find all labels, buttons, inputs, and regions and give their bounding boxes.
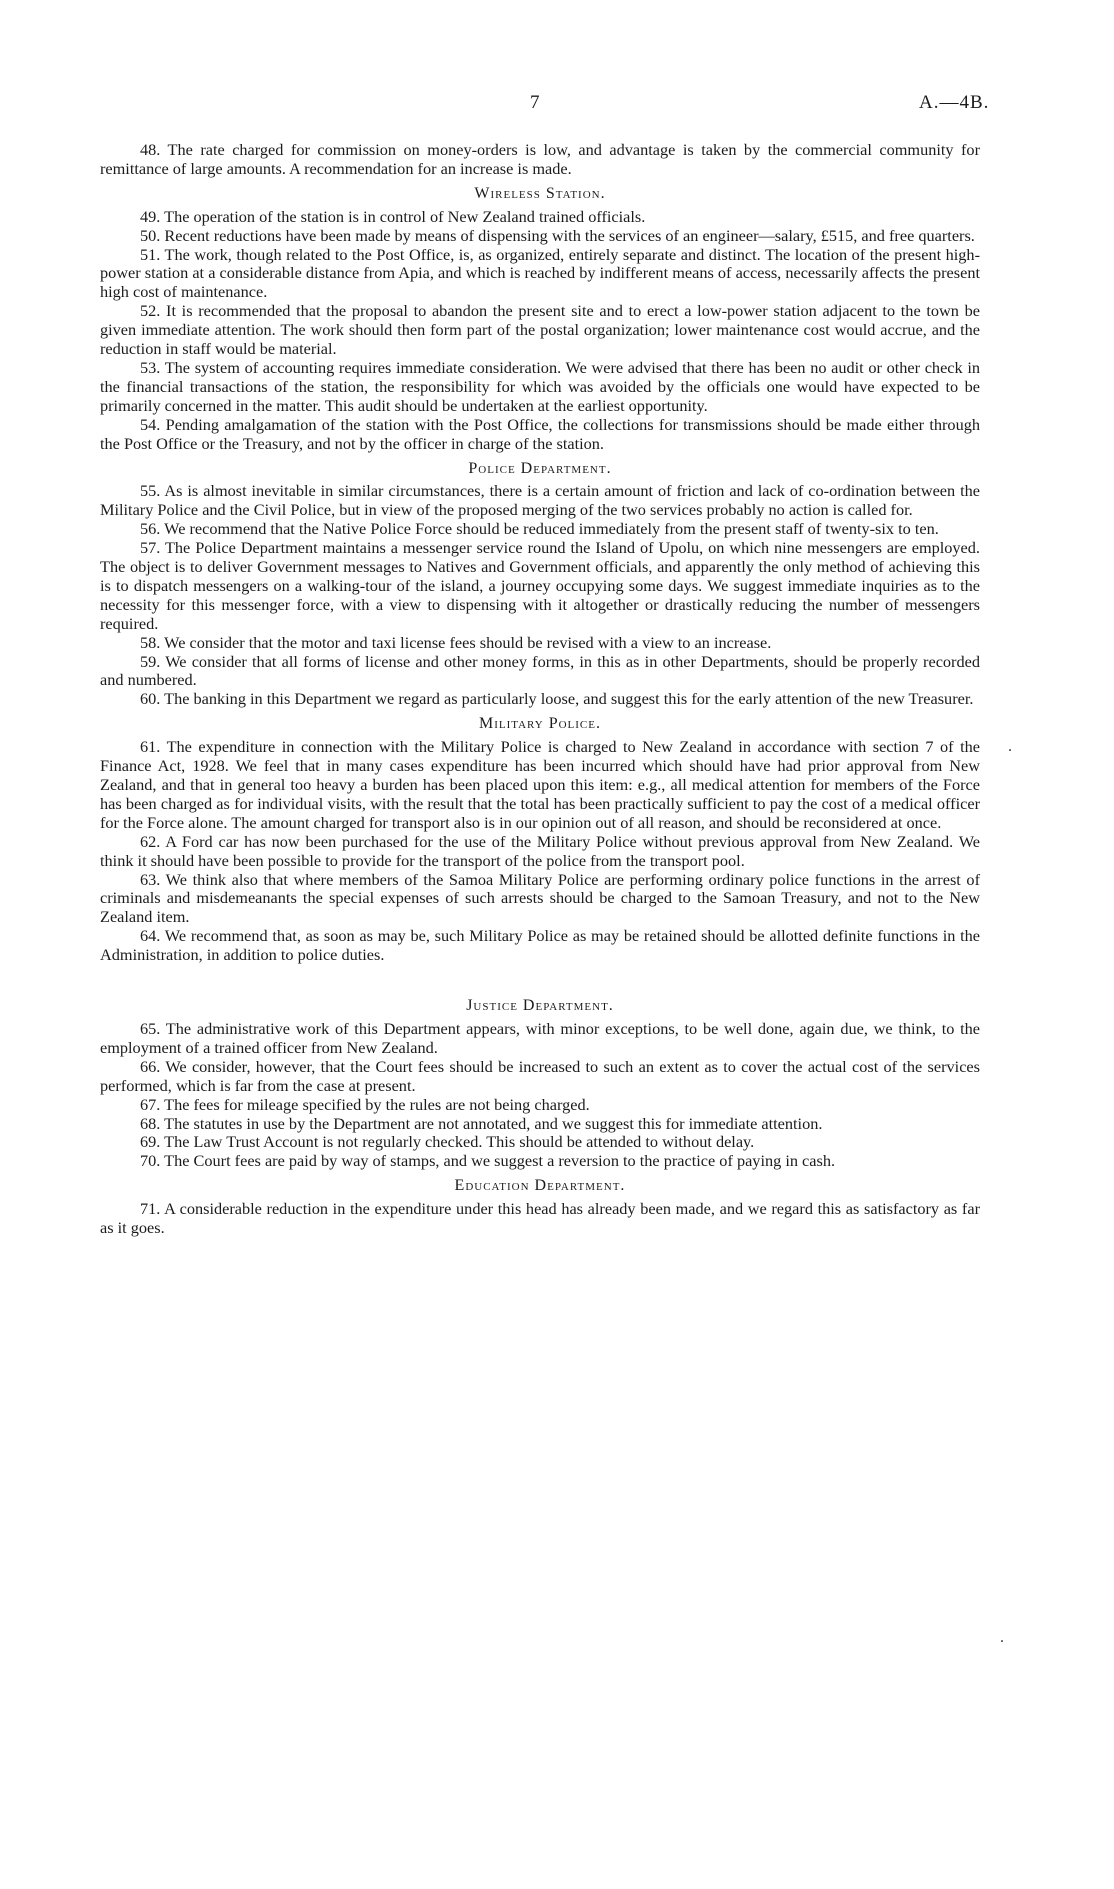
section-spacer	[100, 965, 980, 991]
paragraph-65: 65. The administrative work of this Department appears, with minor exceptions, to be well done, again due, we think, to the employment of a trained officer from New Zealand.	[100, 1018, 980, 1057]
paragraph-59: 59. We consider that all forms of license and other money forms, in this as in other Departments, should be properly recorded and numbered.	[100, 651, 980, 690]
paragraph-63: 63. We think also that where members of the Samoa Military Police are performing ordinary police functions in the arrest of criminals and misdemeanants the special expenses of such arrests should be charged to the Samoan Treasury, and not to the New Zealand item.	[100, 869, 980, 927]
paragraph-56: 56. We recommend that the Native Police Force should be reduced immediately from the present staff of twenty-six to ten.	[140, 519, 939, 539]
paragraph-69: 69. The Law Trust Account is not regularly checked. This should be attended to without delay.	[140, 1132, 755, 1152]
margin-mark: .	[1000, 1629, 1004, 1646]
paragraph-62: 62. A Ford car has now been purchased for the use of the Military Police without previous approval from New Zealand. We think it should have been possible to provide for the transport of the police from the transport pool.	[100, 831, 980, 870]
margin-mark: .	[1008, 738, 1012, 755]
paragraph-66: 66. We consider, however, that the Court fees should be increased to such an extent as to cover the actual cost of the services performed, which is far from the case at present.	[100, 1056, 980, 1095]
paragraph-71: 71. A considerable reduction in the expenditure under this head has already been made, and we regard this as satisfactory as far as it goes.	[100, 1199, 980, 1238]
paragraph-58: 58. We consider that the motor and taxi license fees should be revised with a view to an increase.	[140, 632, 772, 652]
paragraph-68: 68. The statutes in use by the Department are not annotated, and we suggest this for immediate attention.	[140, 1113, 823, 1133]
paragraph-64: 64. We recommend that, as soon as may be, such Military Police as may be retained should be allotted definite functions in the Administration, in addition to police duties.	[100, 926, 980, 965]
section-heading-police-department: Police Department.	[468, 459, 612, 477]
paragraph-55: 55. As is almost inevitable in similar circumstances, there is a certain amount of friction and lack of co-ordination between the Military Police and the Civil Police, but in view of the proposed merging of the two services probably no action is called for.	[100, 481, 980, 520]
paragraph-54: 54. Pending amalgamation of the station with the Post Office, the collections for transmissions should be made either through the Post Office or the Treasury, and not by the officer in charge of the station.	[100, 414, 980, 453]
running-head	[0, 92, 1114, 120]
paragraph-48: 48. The rate charged for commission on money-orders is low, and advantage is taken by the commercial community for remittance of large amounts. A recommendation for an increase is made.	[100, 140, 980, 178]
section-heading-education-department: Education Department.	[454, 1177, 626, 1195]
paragraph-49: 49. The operation of the station is in control of New Zealand trained officials.	[140, 206, 646, 226]
paragraph-50: 50. Recent reductions have been made by means of dispensing with the services of an engineer—salary, £515, and free quarters.	[140, 225, 975, 245]
paragraph-51: 51. The work, though related to the Post Office, is, as organized, entirely separate and distinct. The location of the present high-power station at a considerable distance from Apia, and which is reached by indifferent means of access, necessarily affects the present high cost of maintenance.	[100, 244, 980, 302]
section-heading-military-police: Military Police.	[478, 715, 601, 733]
page-number: 7	[530, 92, 540, 113]
section-heading-justice-department: Justice Department.	[466, 997, 614, 1015]
paragraph-61: 61. The expenditure in connection with the Military Police is charged to New Zealand in accordance with section 7 of the Finance Act, 1928. We feel that in many cases expenditure has been incurred which should have had prior approval from New Zealand, and that in general too heavy a burden has been placed upon this item: e.g., all medical attention for members of the Force has been charged as for individual visits, with the result that the total has been practically sufficient to pay the cost of a medical officer for the Force alone. The amount charged for transport also is in our opinion out of all reason, and should be reconsidered at once.	[100, 737, 980, 832]
paragraph-70: 70. The Court fees are paid by way of stamps, and we suggest a reversion to the practice of paying in cash.	[140, 1151, 836, 1171]
document-reference: A.—4B.	[919, 92, 990, 113]
paragraph-67: 67. The fees for mileage specified by the rules are not being charged.	[140, 1094, 590, 1114]
document-body	[100, 141, 980, 1238]
paragraph-52: 52. It is recommended that the proposal to abandon the present site and to erect a low-power station adjacent to the town be given immediate attention. The work should then form part of the postal organization; lower maintenance cost would accrue, and the reduction in staff would be material.	[100, 301, 980, 359]
paragraph-60: 60. The banking in this Department we regard as particularly loose, and suggest this for the early attention of the new Treasurer.	[140, 689, 974, 709]
paragraph-53: 53. The system of accounting requires immediate consideration. We were advised that there has been no audit or other check in the financial transactions of the station, the responsibility for which was avoided by the officials one would have expected to be primarily concerned in the matter. This audit should be undertaken at the earliest opportunity.	[100, 357, 980, 415]
paragraph-57: 57. The Police Department maintains a messenger service round the Island of Upolu, on which nine messengers are employed. The object is to deliver Government messages to Natives and Government officials, and apparently the only method of achieving this is to dispatch messengers on a walking-tour of the island, a journey occupying some days. We suggest immediate inquiries as to the necessity for this messenger force, with a view to dispensing with it altogether or drastically reducing the number of messengers required.	[100, 538, 980, 633]
section-heading-wireless-station: Wireless Station.	[474, 184, 606, 202]
